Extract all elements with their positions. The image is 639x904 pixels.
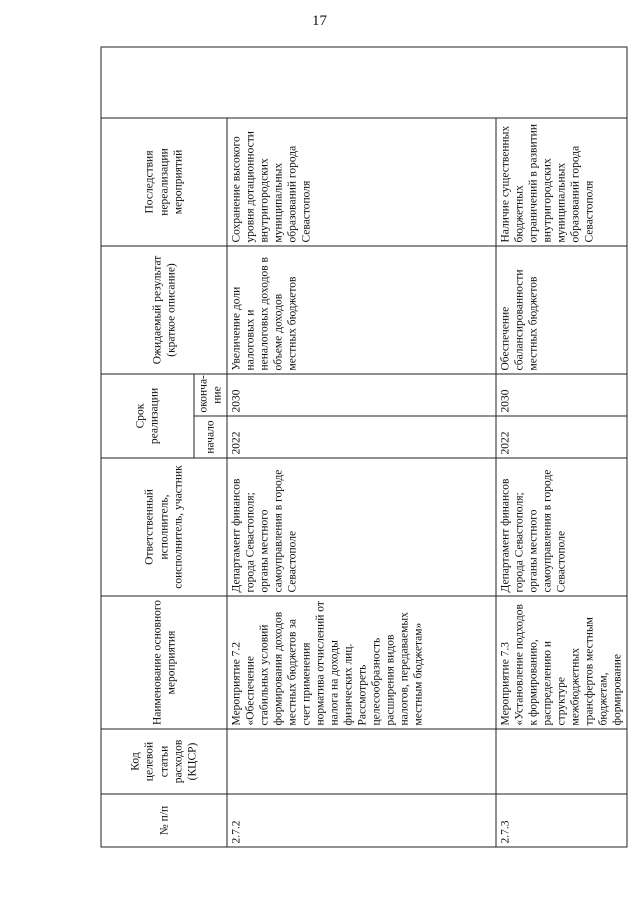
header-period: Срок реализации bbox=[101, 374, 194, 458]
header-responsible: Ответственный исполнитель, соисполнитель, участник bbox=[101, 458, 227, 596]
cell-num: 2.7.3 bbox=[496, 794, 627, 847]
header-kcsr: Код целевой статьи расходов (КЦСР) bbox=[101, 729, 227, 794]
cell-start: 2022 bbox=[227, 416, 496, 458]
header-name: Наименование основного мероприятия bbox=[101, 596, 227, 729]
program-measures-table bbox=[100, 46, 627, 847]
cell-result: Обеспечение сбалансированности местных бюджетов bbox=[496, 246, 627, 374]
cell-consequences: Сохранение высокого уровня дотационности внутригородских муниципальных образований города Севастополя bbox=[227, 118, 496, 246]
header-start: начало bbox=[194, 416, 227, 458]
rotated-table-frame bbox=[100, 47, 624, 847]
cell-kcsr bbox=[496, 729, 627, 794]
header-num: № п/п bbox=[101, 794, 227, 847]
header-consequences: Последствия нереализации мероприятий bbox=[101, 118, 227, 246]
cell-end: 2030 bbox=[227, 374, 496, 416]
table-row bbox=[496, 47, 627, 847]
cell-name: Мероприятие 7.3 «Установление подходов к формированию, распределению и структуре межбюджетных трансфертов местным бюджетам, формирование bbox=[496, 596, 627, 729]
table-row bbox=[227, 47, 496, 847]
page-number: 17 bbox=[312, 13, 327, 29]
cell-end: 2030 bbox=[496, 374, 627, 416]
cell-start: 2022 bbox=[496, 416, 627, 458]
rotated-table-content bbox=[100, 47, 624, 847]
cell-kcsr bbox=[227, 729, 496, 794]
header-row bbox=[101, 47, 194, 847]
header-result: Ожидаемый результат (краткое описание) bbox=[101, 246, 227, 374]
cell-responsible: Департамент финансов города Севастополя; органы местного самоуправления в городе Севастополе bbox=[227, 458, 496, 596]
cell-consequences: Наличие существенных бюджетных ограничений в развитии внутригородских муниципальных образований города Севастополя bbox=[496, 118, 627, 246]
blank-margin-column bbox=[101, 47, 627, 118]
cell-responsible: Департамент финансов города Севастополя; органы местного самоуправления в городе Севастополе bbox=[496, 458, 627, 596]
cell-num: 2.7.2 bbox=[227, 794, 496, 847]
cell-result: Увеличение доли налоговых и неналоговых доходов в объеме доходов местных бюджетов bbox=[227, 246, 496, 374]
header-end: оконча-ние bbox=[194, 374, 227, 416]
cell-name: Мероприятие 7.2 «Обеспечение стабильных условий формирования доходов местных бюджетов за счет применения норматива отчислений от налога на доходы физических лиц. Рассмотреть целесообразность расширения видов налогов, передаваемых местным бюджетам» bbox=[227, 596, 496, 729]
